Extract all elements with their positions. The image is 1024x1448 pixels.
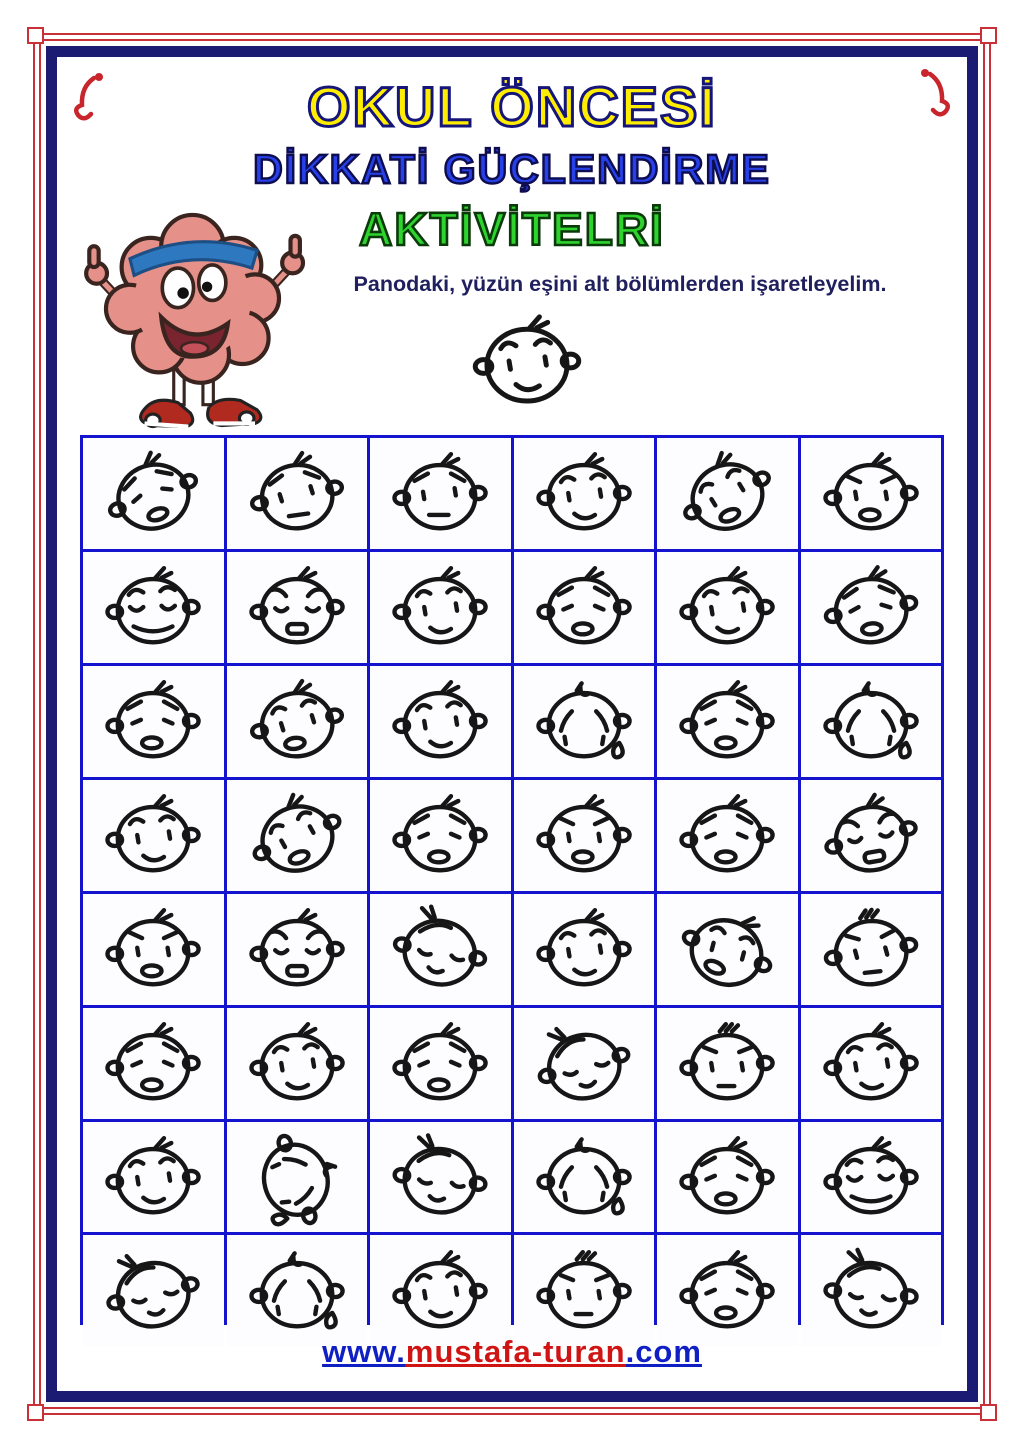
face-cell[interactable] (657, 1122, 798, 1233)
smile-face-icon (87, 784, 219, 886)
face-cell[interactable] (227, 1122, 368, 1233)
face-cell[interactable] (657, 666, 798, 777)
angryOpen-face-icon (518, 784, 650, 886)
face-cell[interactable] (227, 1235, 368, 1346)
footer-url-tld[interactable]: .com (625, 1334, 702, 1369)
footer-url-www[interactable]: www. (322, 1334, 406, 1369)
face-cell[interactable] (370, 666, 511, 777)
face-cell[interactable] (514, 552, 655, 663)
happy-face-icon (87, 556, 219, 658)
face-cell[interactable] (657, 894, 798, 1005)
happy-face-icon (805, 1126, 937, 1228)
face-cell[interactable] (657, 552, 798, 663)
sleep-face-icon (518, 1012, 650, 1114)
sadRect-face-icon (231, 556, 363, 658)
surpriseOpen-face-icon (661, 442, 793, 544)
worriedFlat-face-icon (374, 442, 506, 544)
face-cell[interactable] (227, 438, 368, 549)
corner-ornament (27, 1404, 44, 1421)
face-cell[interactable] (83, 666, 224, 777)
worriedOpen-face-icon (374, 1012, 506, 1114)
angryFlat-face-icon (805, 898, 937, 1000)
worriedOpen-face-icon (87, 670, 219, 772)
face-cell[interactable] (801, 1235, 942, 1346)
smile-face-icon (518, 442, 650, 544)
face-cell[interactable] (227, 894, 368, 1005)
smile-face-icon (231, 1012, 363, 1114)
face-cell[interactable] (514, 1122, 655, 1233)
face-cell[interactable] (657, 438, 798, 549)
surpriseOpen-face-icon (231, 670, 363, 772)
face-cell[interactable] (657, 1008, 798, 1119)
cry-face-icon (231, 1126, 363, 1228)
cry-face-icon (231, 1240, 363, 1342)
face-cell[interactable] (801, 438, 942, 549)
corner-ornament (27, 27, 44, 44)
face-cell[interactable] (83, 894, 224, 1005)
face-cell[interactable] (801, 1008, 942, 1119)
face-cell[interactable] (514, 780, 655, 891)
cry-face-icon (805, 670, 937, 772)
worriedOpen-face-icon (518, 556, 650, 658)
face-cell[interactable] (514, 438, 655, 549)
corner-ornament (980, 1404, 997, 1421)
face-cell[interactable] (83, 1122, 224, 1233)
face-cell[interactable] (83, 780, 224, 891)
footer-url[interactable] (0, 1334, 1024, 1370)
surpriseOpen-face-icon (231, 784, 363, 886)
face-cell[interactable] (801, 894, 942, 1005)
worriedOpen-face-icon (661, 1240, 793, 1342)
face-cell[interactable] (227, 1008, 368, 1119)
angryFlat-face-icon (661, 1012, 793, 1114)
sleep-face-icon (805, 1240, 937, 1342)
face-cell[interactable] (227, 666, 368, 777)
face-cell[interactable] (370, 552, 511, 663)
sleep-face-icon (374, 1126, 506, 1228)
face-cell[interactable] (83, 552, 224, 663)
face-cell[interactable] (370, 894, 511, 1005)
worriedOpen-face-icon (805, 556, 937, 658)
surpriseOpen-face-icon (661, 898, 793, 1000)
face-cell[interactable] (370, 1235, 511, 1346)
smile-face-icon (374, 670, 506, 772)
smile-face-icon (518, 898, 650, 1000)
worriedOpen-face-icon (661, 670, 793, 772)
sleep-face-icon (87, 1240, 219, 1342)
face-cell[interactable] (514, 1235, 655, 1346)
angryOpen-face-icon (87, 898, 219, 1000)
face-cell[interactable] (514, 1008, 655, 1119)
cry-face-icon (518, 1126, 650, 1228)
face-cell[interactable] (657, 1235, 798, 1346)
worriedOpen-face-icon (661, 1126, 793, 1228)
worriedOpen-face-icon (661, 784, 793, 886)
worriedFlat-face-icon (231, 442, 363, 544)
brain-mascot-illustration (75, 192, 310, 437)
face-cell[interactable] (83, 1235, 224, 1346)
face-cell[interactable] (514, 666, 655, 777)
worriedOpen-face-icon (374, 784, 506, 886)
smile-face-icon (87, 1126, 219, 1228)
face-cell[interactable] (514, 894, 655, 1005)
sleep-face-icon (374, 898, 506, 1000)
face-cell[interactable] (370, 1008, 511, 1119)
smile-face-icon (374, 1240, 506, 1342)
face-cell[interactable] (801, 666, 942, 777)
face-cell[interactable] (227, 552, 368, 663)
angryFlat-face-icon (518, 1240, 650, 1342)
face-cell[interactable] (227, 780, 368, 891)
target-face-icon (458, 302, 596, 420)
smile-face-icon (661, 556, 793, 658)
smile-face-icon (374, 556, 506, 658)
sadRect-face-icon (805, 784, 937, 886)
face-cell[interactable] (83, 438, 224, 549)
smile-face-icon (805, 1012, 937, 1114)
corner-ornament (980, 27, 997, 44)
face-cell[interactable] (370, 1122, 511, 1233)
page-title: OKUL ÖNCESİ (307, 75, 717, 138)
face-cell[interactable] (801, 552, 942, 663)
cry-face-icon (518, 670, 650, 772)
worriedOpen-face-icon (87, 442, 219, 544)
face-cell[interactable] (370, 438, 511, 549)
page-subtitle: DİKKATİ GÜÇLENDİRME (253, 146, 771, 192)
page-subtitle-2: AKTİVİTELRİ (359, 203, 665, 255)
instruction-text: Panodaki, yüzün eşini alt bölümlerden işaretleyelim. (353, 272, 887, 296)
faces-grid (80, 435, 944, 1325)
worriedOpen-face-icon (87, 1012, 219, 1114)
angryOpen-face-icon (805, 442, 937, 544)
face-cell[interactable] (801, 1122, 942, 1233)
sadRect-face-icon (231, 898, 363, 1000)
face-cell[interactable] (83, 1008, 224, 1119)
footer-url-domain[interactable]: mustafa-turan (405, 1334, 626, 1369)
face-cell[interactable] (801, 780, 942, 891)
face-cell[interactable] (370, 780, 511, 891)
face-cell[interactable] (657, 780, 798, 891)
